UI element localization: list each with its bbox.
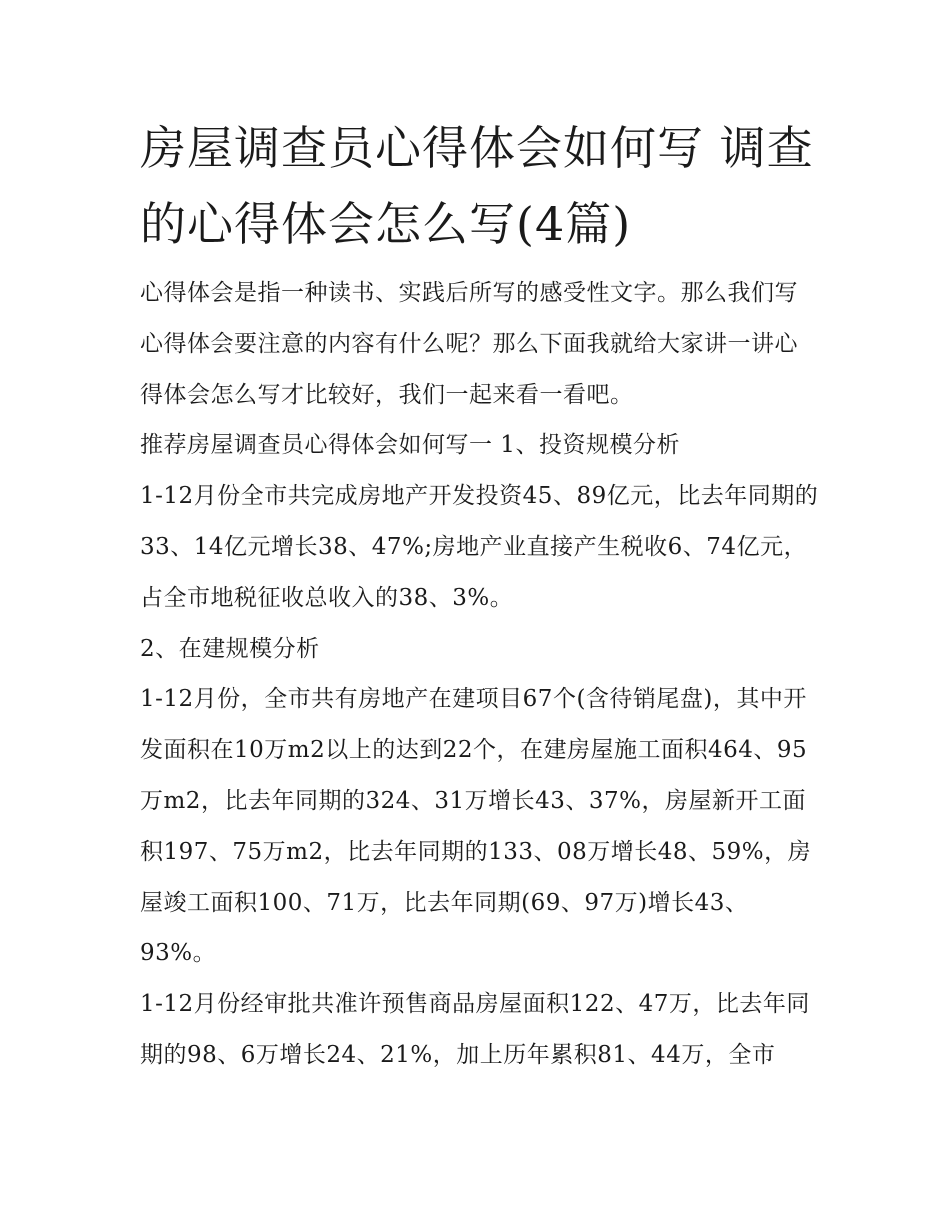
construction-paragraph: 1-12月份，全市共有房地产在建项目67个(含待销尾盘)，其中开发面积在10万m2以上的达到22个，在建房屋施工面积464、95万m2，比去年同期的324、31万增长43、37%，房屋新开工面积197、75万m2，比去年同期的133、08万增长48、59%，房屋竣工面积100、71万，比去年同期(69、97万)增长43、93%。 — [140, 686, 812, 967]
intro-paragraph: 心得体会是指一种读书、实践后所写的感受性文字。那么我们写心得体会要注意的内容有什么呢？那么下面我就给大家讲一讲心得体会怎么写才比较好，我们一起来看一看吧。 — [140, 280, 798, 408]
presale-paragraph: 1-12月份经审批共准许预售商品房屋面积122、47万，比去年同期的98、6万增长24、21%，加上历年累积81、44万，全市 — [140, 991, 810, 1068]
investment-paragraph: 1-12月份全市共完成房地产开发投资45、89亿元，比去年同期的33、14亿元增长38、47%;房地产业直接产生税收6、74亿元，占全市地税征收总收入的38、3%。 — [140, 483, 819, 611]
document-title: 房屋调查员心得体会如何写 调查的心得体会怎么写(4篇) — [140, 121, 814, 251]
document-page — [140, 110, 820, 1081]
section-heading-construction: 2、在建规模分析 — [140, 635, 320, 662]
section-heading-investment: 推荐房屋调查员心得体会如何写一 1、投资规模分析 — [140, 432, 680, 459]
